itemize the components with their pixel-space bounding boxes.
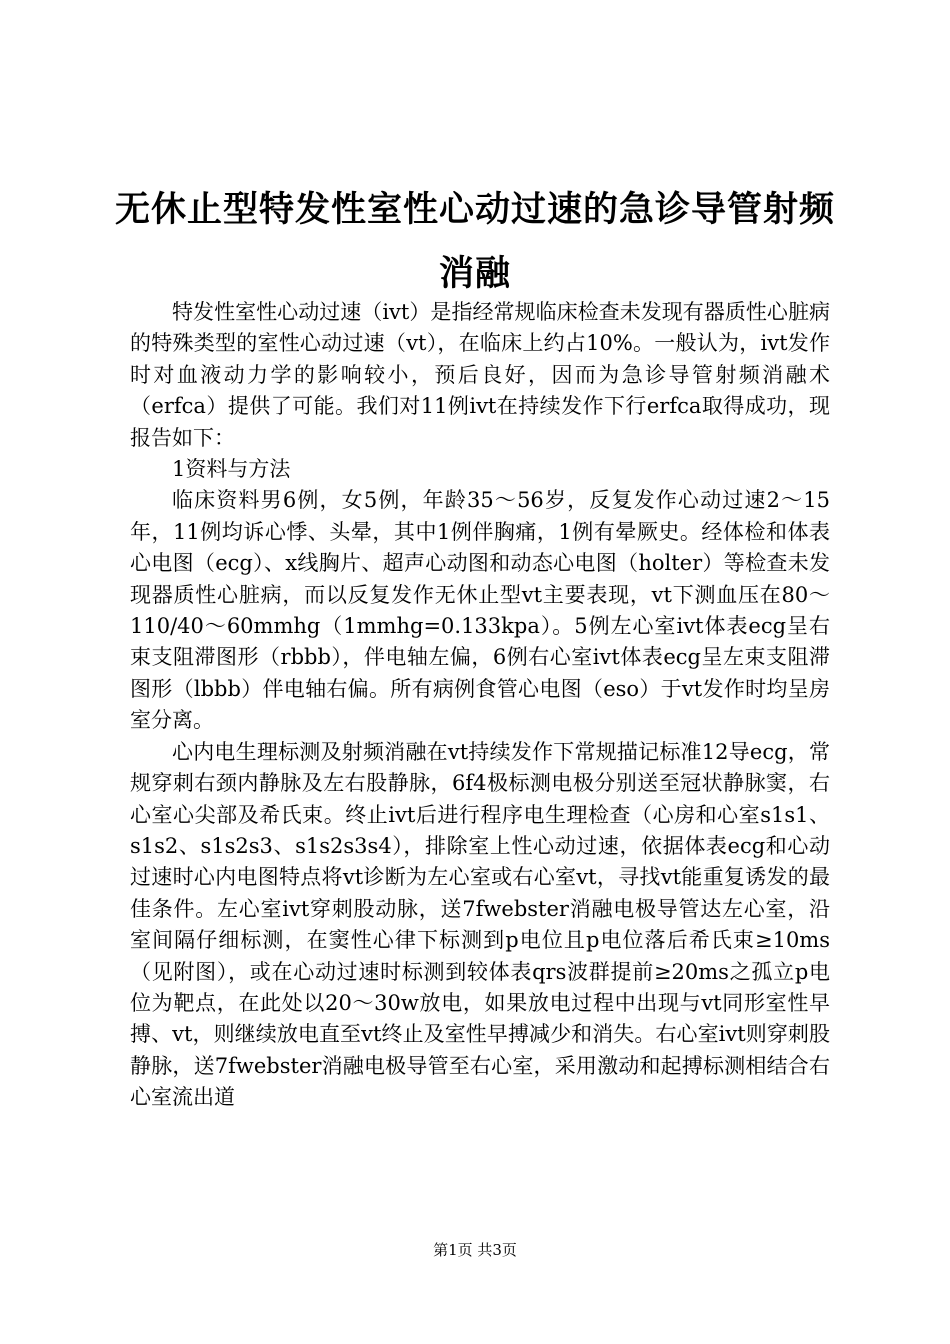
paragraph-intro: 特发性室性心动过速（ivt）是指经常规临床检查未发现有器质性心脏病的特殊类型的室性心动过速（vt），在临床上约占10%。一般认为，ivt发作时对血液动力学的影响较小，预后良好，因而为急诊导管射频消融术（erfca）提供了可能。我们对11例ivt在持续发作下行erfca取得成功，现报告如下： bbox=[130, 300, 830, 450]
document-body bbox=[130, 297, 830, 1114]
section-heading: 1资料与方法 bbox=[172, 457, 291, 482]
page-footer: 第1页 共3页 bbox=[433, 1241, 517, 1259]
document-title: 无休止型特发性室性心动过速的急诊导管射频消融 bbox=[114, 190, 835, 294]
paragraph-clinical-data: 临床资料男6例，女5例，年龄35～56岁，反复发作心动过速2～15年，11例均诉心悸、头晕，其中1例伴胸痛，1例有晕厥史。经体检和体表心电图（ecg）、x线胸片、超声心动图和动态心电图（holter）等检查未发现器质性心脏病，而以反复发作无休止型vt主要表现，vt下测血压在80～110/40～60mmhg（1mmhg=0.133kpa）。5例左心室ivt体表ecg呈右束支阻滞图形（rbbb），伴电轴左偏，6例右心室ivt体表ecg呈左束支阻滞图形（lbbb）伴电轴右偏。所有病例食管心电图（eso）于vt发作时均呈房室分离。 bbox=[130, 488, 830, 733]
paragraph-electrophysiology: 心内电生理标测及射频消融在vt持续发作下常规描记标准12导ecg，常规穿刺右颈内静脉及左右股静脉，6f4极标测电极分别送至冠状静脉窦，右心室心尖部及希氏束。终止ivt后进行程序电生理检查（心房和心室s1s1、s1s2、s1s2s3、s1s2s3s4），排除室上性心动过速，依据体表ecg和心动过速时心内电图特点将vt诊断为左心室或右心室vt，寻找vt能重复诱发的最佳条件。左心室ivt穿刺股动脉，送7fwebster消融电极导管达左心室，沿室间隔仔细标测，在窦性心律下标测到p电位且p电位落后希氏束≥10ms（见附图），或在心动过速时标测到较体表qrs波群提前≥20ms之孤立p电位为靶点，在此处以20～30w放电，如果放电过程中出现与vt同形室性早搏、vt，则继续放电直至vt终止及室性早搏减少和消失。右心室ivt则穿刺股静脉，送7fwebster消融电极导管至右心室，采用激动和起搏标测相结合右心室流出道 bbox=[130, 739, 830, 1110]
